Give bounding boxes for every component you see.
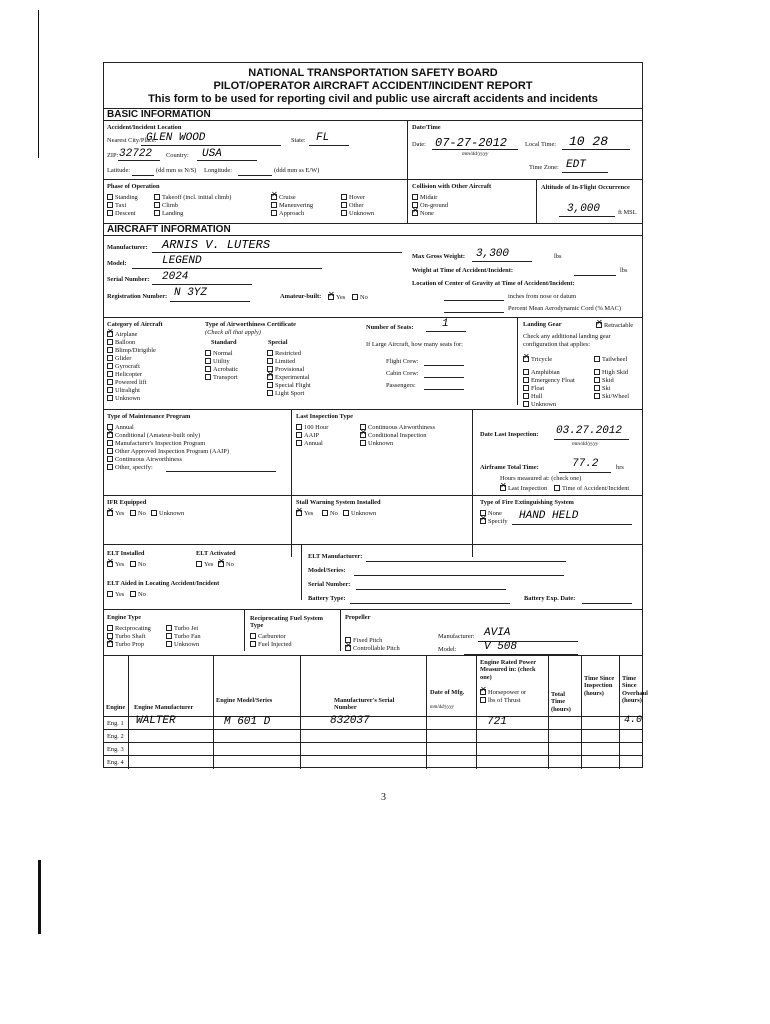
serial-value[interactable]: 2024 [162, 271, 189, 283]
th-since-insp: Time Since Inspection (hours) [584, 675, 615, 697]
category-poweredlift[interactable]: Powered lift [107, 379, 146, 386]
row1-overhaul[interactable]: 4.0 [624, 715, 643, 726]
standard-transport-checkbox [205, 374, 211, 380]
ifr-yes-checkbox [107, 510, 113, 516]
title-line-2: PILOT/OPERATOR AIRCRAFT ACCIDENT/INCIDENT REPORT [213, 80, 533, 92]
prop-controllable[interactable]: ✕Controllable Pitch [345, 645, 400, 652]
row1-power[interactable]: 721 [487, 716, 507, 728]
maint-aaip-checkbox [107, 448, 113, 454]
zip-value[interactable]: 32722 [119, 148, 153, 160]
th-date-mfg: Date of Mfg. [430, 689, 465, 696]
special-lightsport[interactable]: Light Sport [267, 390, 304, 397]
gear-unknown-checkbox [523, 401, 529, 407]
collision-label: Collision with Other Aircraft [412, 183, 492, 190]
gear-float-checkbox [523, 385, 529, 391]
prop-manu-label: Manufacturer: [438, 633, 475, 640]
th-engine-model: Engine Model/Series [216, 697, 273, 704]
fuel-injected[interactable]: Fuel Injected [250, 641, 292, 648]
mgw-label: Max Gross Weight: [412, 253, 466, 260]
last-insp-unknown[interactable]: Unknown [360, 440, 393, 447]
amateur-yes-checkbox [328, 294, 334, 300]
collision-onground[interactable]: On-ground [412, 202, 448, 209]
elt-activated-yes-checkbox [196, 561, 202, 567]
title-line-3: This form to be used for reporting civil and public use aircraft accidents and incidents [148, 93, 598, 105]
category-balloon-checkbox [107, 339, 113, 345]
scan-mark-left [38, 10, 39, 158]
airframe-value[interactable]: 77.2 [572, 458, 599, 470]
power-hp-checkbox [480, 689, 486, 695]
maint-label: Type of Maintenance Program [107, 413, 191, 420]
section-aircraft: AIRCRAFT INFORMATION [104, 223, 642, 236]
phase-approach[interactable]: Approach [271, 210, 304, 217]
collision-none-checkbox [412, 210, 418, 216]
last-insp-annual[interactable]: Annual [296, 440, 323, 447]
serial-label: Serial Number: [107, 276, 150, 283]
mgw-value[interactable]: 3,300 [476, 248, 510, 260]
category-blimp[interactable]: Blimp/Dirigible [107, 347, 156, 354]
gear-retractable-checkbox [596, 322, 602, 328]
category-blimp-checkbox [107, 347, 113, 353]
category-unknown-checkbox [107, 395, 113, 401]
phase-taxi[interactable]: Taxi [107, 202, 126, 209]
amateur-no-checkbox [352, 294, 358, 300]
gear-tricycle[interactable]: ✕Tricycle [523, 356, 552, 363]
cert-label: Type of Airworthiness Certificate [205, 321, 296, 328]
ifr-no-checkbox [130, 510, 136, 516]
row1-model[interactable]: M 601 D [224, 716, 271, 728]
gear-skid[interactable]: Skid [594, 377, 614, 384]
maint-continuous-checkbox [107, 456, 113, 462]
hours-time-acc-checkbox [554, 485, 560, 491]
maint-other[interactable]: Other, specify: [107, 464, 153, 471]
standard-normal-checkbox [205, 350, 211, 356]
engine-turbofan[interactable]: Turbo Fan [166, 633, 201, 640]
scan-mark-bottom-left [38, 860, 41, 934]
gear-hull-checkbox [523, 393, 529, 399]
phase-approach-checkbox [271, 210, 277, 216]
special-flight[interactable]: Special Flight [267, 382, 311, 389]
elt-manu-label: ELT Manufacturer: [308, 553, 363, 560]
altitude-unit: ft MSL [618, 209, 637, 216]
flight-crew-label: Flight Crew: [386, 358, 419, 365]
phase-cruise-checkbox [271, 194, 277, 200]
th-serial: Manufacturer's Serial Number [334, 697, 395, 712]
phase-landing[interactable]: Landing [154, 210, 183, 217]
prop-controllable-checkbox [345, 645, 351, 651]
local-time-value[interactable]: 10 28 [569, 134, 609, 149]
cg-line1: inches from nose or datum [508, 293, 577, 300]
prop-label: Propeller [345, 614, 371, 621]
cg-line2: Percent Mean Aerodynamic Cord (% MAC) [508, 305, 622, 312]
registration-value[interactable]: N 3YZ [174, 287, 208, 299]
maint-annual[interactable]: Annual [107, 424, 134, 431]
zip-label: ZIP: [107, 152, 119, 159]
th-power-thrust[interactable]: lbs of Thrust [480, 697, 521, 704]
stall-yes[interactable]: ✕Yes [296, 510, 313, 517]
phase-other-checkbox [341, 202, 347, 208]
last-insp-annual-checkbox [296, 440, 302, 446]
gear-ski-checkbox [594, 385, 600, 391]
stall-label: Stall Warning System Installed [296, 499, 381, 506]
prop-fixed[interactable]: Fixed Pitch [345, 637, 382, 644]
page-number: 3 [381, 792, 386, 803]
maint-continuous[interactable]: Continuous Airworthiness [107, 456, 182, 463]
date-label: Date: [412, 141, 426, 148]
date-insp-value[interactable]: 03.27.2012 [556, 425, 623, 437]
elt-installed-no-checkbox [130, 561, 136, 567]
elt-aided-yes[interactable]: Yes [107, 591, 124, 598]
gear-highskid[interactable]: High Skid [594, 369, 628, 376]
last-insp-continuous[interactable]: Continuous Airworthiness [360, 424, 435, 431]
prop-model-label: Model: [438, 646, 457, 653]
gear-hint-2: configuration that applies: [523, 341, 591, 348]
elt-aided-no[interactable]: No [130, 591, 146, 598]
elt-aided-yes-checkbox [107, 591, 113, 597]
state-label: State: [291, 137, 306, 144]
engine-unknown-checkbox [166, 641, 172, 647]
th-power: Engine Rated Power Measured in: (check one) [480, 659, 536, 681]
elt-model-label: Model/Series: [308, 567, 346, 574]
maint-conditional-checkbox [107, 432, 113, 438]
standard-acrobatic[interactable]: Acrobatic [205, 366, 238, 373]
category-gyrocraft-checkbox [107, 363, 113, 369]
airframe-unit: hrs [616, 464, 624, 471]
row3-eng: Eng. 3 [107, 746, 124, 753]
gear-tricycle-checkbox [523, 356, 529, 362]
special-lightsport-checkbox [267, 390, 273, 396]
category-unknown[interactable]: Unknown [107, 395, 140, 402]
collision-none[interactable]: ✕None [412, 210, 434, 217]
ifr-no[interactable]: No [130, 510, 146, 517]
cg-label: Location of Center of Gravity at Time of Accident/Incident: [412, 280, 575, 287]
prop-manu-value[interactable]: AVIA [484, 627, 511, 639]
gear-skiwheel-checkbox [594, 393, 600, 399]
airframe-label: Airframe Total Time: [480, 464, 539, 471]
stall-unknown[interactable]: Unknown [343, 510, 376, 517]
hours-time-acc[interactable]: Time of Accident/Incident [554, 485, 629, 492]
maint-manufacturer-checkbox [107, 440, 113, 446]
date-hint: mm/dd/yyyy [462, 151, 489, 157]
phase-landing-checkbox [154, 210, 160, 216]
longitude-hint: (ddd mm ss E/W) [274, 167, 320, 174]
th-power-hp[interactable]: ✕Horsepower or [480, 689, 526, 696]
fuel-carburetor[interactable]: Carburetor [250, 633, 286, 640]
row2-eng: Eng. 2 [107, 733, 124, 740]
phase-takeoff[interactable]: Takeoff (incl. initial climb) [154, 194, 231, 201]
hours-last-insp-checkbox [500, 485, 506, 491]
phase-unknown[interactable]: Unknown [341, 210, 374, 217]
category-ultralight-checkbox [107, 387, 113, 393]
gear-amphibian[interactable]: Amphibian [523, 369, 560, 376]
th-since-overhaul: Time Since Overhaul (hours) [622, 675, 648, 705]
maint-other-checkbox [107, 464, 113, 470]
gear-tailwheel[interactable]: Tailwheel [594, 356, 627, 363]
registration-label: Registration Number: [107, 293, 168, 300]
model-value[interactable]: LEGEND [162, 255, 202, 267]
timezone-label: Time Zone: [529, 164, 559, 171]
collision-midair-checkbox [412, 194, 418, 200]
stall-yes-checkbox [296, 510, 302, 516]
manufacturer-value[interactable]: ARNIS V. LUTERS [162, 238, 271, 252]
category-label: Category of Aircraft [107, 321, 163, 328]
phase-other[interactable]: Other [341, 202, 364, 209]
last-insp-conditional-checkbox [360, 432, 366, 438]
elt-installed-label: ELT Installed [107, 550, 145, 557]
engine-recip-checkbox [107, 625, 113, 631]
row4-eng: Eng. 4 [107, 759, 124, 766]
gear-highskid-checkbox [594, 369, 600, 375]
elt-activated-yes[interactable]: Yes [196, 561, 213, 568]
timezone-value[interactable]: EDT [566, 159, 586, 171]
stall-unknown-checkbox [343, 510, 349, 516]
nearest-label: Nearest City/Place: [107, 137, 157, 144]
maint-aaip[interactable]: Other Approved Inspection Program (AAIP) [107, 448, 229, 455]
phase-cruise[interactable]: ✕ Cruise [271, 194, 296, 201]
fire-specify[interactable]: ✕Specify [480, 518, 508, 525]
nearest-value[interactable]: GLEN WOOD [146, 132, 206, 144]
standard-utility-checkbox [205, 358, 211, 364]
last-insp-unknown-checkbox [360, 440, 366, 446]
category-balloon[interactable]: Balloon [107, 339, 135, 346]
special-experimental-checkbox [267, 374, 273, 380]
cert-hint: (Check all that apply) [205, 329, 261, 336]
ifr-yes[interactable]: ✕Yes [107, 510, 124, 517]
category-gyrocraft[interactable]: Gyrocraft [107, 363, 140, 370]
category-airplane-checkbox [107, 331, 113, 337]
phase-maneuvering[interactable]: Maneuvering [271, 202, 313, 209]
gear-retractable[interactable]: ✕ Retractable [596, 322, 633, 329]
phase-hover[interactable]: Hover [341, 194, 365, 201]
gear-skid-checkbox [594, 377, 600, 383]
engine-recip[interactable]: Reciprocating [107, 625, 151, 632]
elt-activated-label: ELT Activated [196, 550, 236, 557]
datetime-label: Date/Time [412, 124, 441, 131]
category-helicopter[interactable]: Helicopter [107, 371, 142, 378]
th-engine: Engine [106, 704, 126, 711]
last-insp-label: Last Inspection Type [296, 413, 353, 420]
maint-manufacturer[interactable]: Manufacturer's Inspection Program [107, 440, 205, 447]
gear-emergency-float-checkbox [523, 377, 529, 383]
phase-standing-checkbox [107, 194, 113, 200]
category-glider[interactable]: Glider [107, 355, 131, 362]
elt-serial-label: Serial Number: [308, 581, 351, 588]
phase-standing[interactable]: Standing [107, 194, 138, 201]
altitude-label: Altitude of In-Flight Occurrence [541, 184, 630, 191]
location-label: Accident/Incident Location [107, 124, 182, 131]
special-provisional[interactable]: Provisional [267, 366, 304, 373]
date-insp-hint: mm/dd/yyyy [572, 441, 599, 447]
fuel-injected-checkbox [250, 641, 256, 647]
row1-serial[interactable]: 832037 [330, 715, 370, 727]
battery-exp-label: Battery Exp. Date: [524, 595, 576, 602]
fuel-label: Reciprocating Fuel System Type [250, 615, 324, 630]
th-engine-manufacturer: Engine Manufacturer [134, 704, 194, 711]
gear-emergency-float[interactable]: Emergency Float [523, 377, 575, 384]
special-flight-checkbox [267, 382, 273, 388]
elt-aided-label: ELT Aided in Locating Accident/Incident [107, 580, 220, 587]
row1-eng: Eng. 1 [107, 720, 124, 727]
date-value[interactable]: 07-27-2012 [435, 136, 508, 150]
phase-descent[interactable]: Descent [107, 210, 136, 217]
phase-climb[interactable]: Climb [154, 202, 178, 209]
altitude-value[interactable]: 3,000 [567, 203, 601, 215]
passengers-label: Passengers: [386, 382, 416, 389]
last-insp-conditional[interactable]: ✕ Conditional Inspection [360, 432, 426, 439]
fire-specify-checkbox [480, 518, 486, 524]
phase-maneuvering-checkbox [271, 202, 277, 208]
elt-installed-yes[interactable]: ✕Yes [107, 561, 124, 568]
gear-tailwheel-checkbox [594, 356, 600, 362]
standard-acrobatic-checkbox [205, 366, 211, 372]
fire-label: Type of Fire Extinguishing System [480, 499, 574, 506]
last-insp-100hr[interactable]: 100 Hour [296, 424, 328, 431]
country-label: Country: [166, 152, 189, 159]
weight-label: Weight at Time of Accident/Incident: [412, 267, 513, 274]
category-helicopter-checkbox [107, 371, 113, 377]
phase-descent-checkbox [107, 210, 113, 216]
standard-transport[interactable]: Transport [205, 374, 238, 381]
category-poweredlift-checkbox [107, 379, 113, 385]
gear-amphibian-checkbox [523, 369, 529, 375]
gear-skiwheel[interactable]: Ski/Wheel [594, 393, 629, 400]
phase-climb-checkbox [154, 202, 160, 208]
battery-label: Battery Type: [308, 595, 346, 602]
category-glider-checkbox [107, 355, 113, 361]
gear-hint-1: Check any additional landing gear [523, 333, 611, 340]
date-insp-label: Date Last Inspection: [480, 431, 539, 438]
phase-takeoff-checkbox [154, 194, 160, 200]
phase-unknown-checkbox [341, 210, 347, 216]
model-label: Model: [107, 260, 127, 267]
engine-turboprop-checkbox [107, 641, 113, 647]
special-label: Special [268, 339, 288, 346]
engine-turbofan-checkbox [166, 633, 172, 639]
special-limited[interactable]: Limited [267, 358, 295, 365]
engine-turboshaft[interactable]: Turbo Shaft [107, 633, 145, 640]
gear-label: Landing Gear [523, 321, 562, 328]
manufacturer-label: Manufacturer: [107, 244, 148, 251]
engine-unknown[interactable]: Unknown [166, 641, 199, 648]
mgw-unit: lbs [554, 253, 562, 260]
power-thrust-checkbox [480, 697, 486, 703]
large-aircraft-label: If Large Aircraft, how many seats for: [366, 341, 463, 348]
prop-model-value[interactable]: V 508 [484, 641, 518, 653]
fire-none[interactable]: None [480, 510, 502, 517]
standard-normal[interactable]: Normal [205, 350, 233, 357]
accident-report-form [103, 62, 648, 768]
elt-installed-yes-checkbox [107, 561, 113, 567]
amateur-no[interactable]: No [352, 294, 368, 301]
local-time-label: Local Time: [525, 141, 557, 148]
phase-hover-checkbox [341, 194, 347, 200]
latitude-hint: (dd mm ss N/S) [156, 167, 197, 174]
amateur-yes[interactable]: ✕ Yes [328, 294, 345, 301]
amateur-label: Amateur-built: [280, 293, 322, 300]
country-value[interactable]: USA [202, 148, 222, 160]
category-airplane[interactable]: ✕Airplane [107, 331, 137, 338]
latitude-label: Latitude: [107, 167, 131, 174]
ifr-unknown-checkbox [151, 510, 157, 516]
row1-manufacturer[interactable]: WALTER [136, 715, 176, 727]
last-insp-aaip[interactable]: AAIP [296, 432, 319, 439]
weight-unit: lbs [620, 267, 628, 274]
gear-float[interactable]: Float [523, 385, 544, 392]
section-basic: BASIC INFORMATION [104, 108, 642, 121]
elt-activated-no[interactable]: ✕ No [218, 561, 234, 568]
gear-hull[interactable]: Hull [523, 393, 542, 400]
longitude-label: Longitude: [204, 167, 233, 174]
gear-unknown[interactable]: Unknown [523, 401, 556, 408]
last-insp-100hr-checkbox [296, 424, 302, 430]
ifr-unknown[interactable]: Unknown [151, 510, 184, 517]
gear-ski[interactable]: Ski [594, 385, 611, 392]
standard-utility[interactable]: Utility [205, 358, 230, 365]
standard-label: Standard [211, 339, 237, 346]
phase-label: Phase of Operation [107, 183, 160, 190]
engine-turboprop[interactable]: ✕Turbo Prop [107, 641, 144, 648]
fire-value[interactable]: HAND HELD [519, 510, 579, 522]
th-total-time: Total Time (hours) [551, 691, 571, 713]
special-experimental[interactable]: ✕Experimental [267, 374, 309, 381]
collision-midair[interactable]: Midair [412, 194, 437, 201]
seats-label: Number of Seats: [366, 324, 414, 331]
special-restricted-checkbox [267, 350, 273, 356]
maint-conditional[interactable]: ✕Conditional (Amateur-built only) [107, 432, 200, 439]
elt-aided-no-checkbox [130, 591, 136, 597]
ifr-label: IFR Equipped [107, 499, 147, 506]
elt-installed-no[interactable]: No [130, 561, 146, 568]
hours-hint: Hours measured at: (check one) [500, 475, 582, 482]
special-restricted[interactable]: Restricted [267, 350, 301, 357]
phase-taxi-checkbox [107, 202, 113, 208]
fuel-carburetor-checkbox [250, 633, 256, 639]
stall-no[interactable]: No [322, 510, 338, 517]
category-ultralight[interactable]: Ultralight [107, 387, 140, 394]
seats-value[interactable]: 1 [442, 318, 449, 330]
stall-no-checkbox [322, 510, 328, 516]
engine-turbojet[interactable]: Turbo Jet [166, 625, 198, 632]
th-date-hint: mm/dd/yyyy [430, 705, 454, 710]
last-insp-aaip-checkbox [296, 432, 302, 438]
engine-type-label: Engine Type [107, 614, 142, 621]
cabin-crew-label: Cabin Crew: [386, 370, 419, 377]
engine-turbojet-checkbox [166, 625, 172, 631]
elt-activated-no-checkbox [218, 561, 224, 567]
state-value[interactable]: FL [316, 132, 330, 144]
special-limited-checkbox [267, 358, 273, 364]
title-line-1: NATIONAL TRANSPORTATION SAFETY BOARD [248, 67, 498, 79]
hours-last-insp[interactable]: ✕Last Inspection [500, 485, 547, 492]
